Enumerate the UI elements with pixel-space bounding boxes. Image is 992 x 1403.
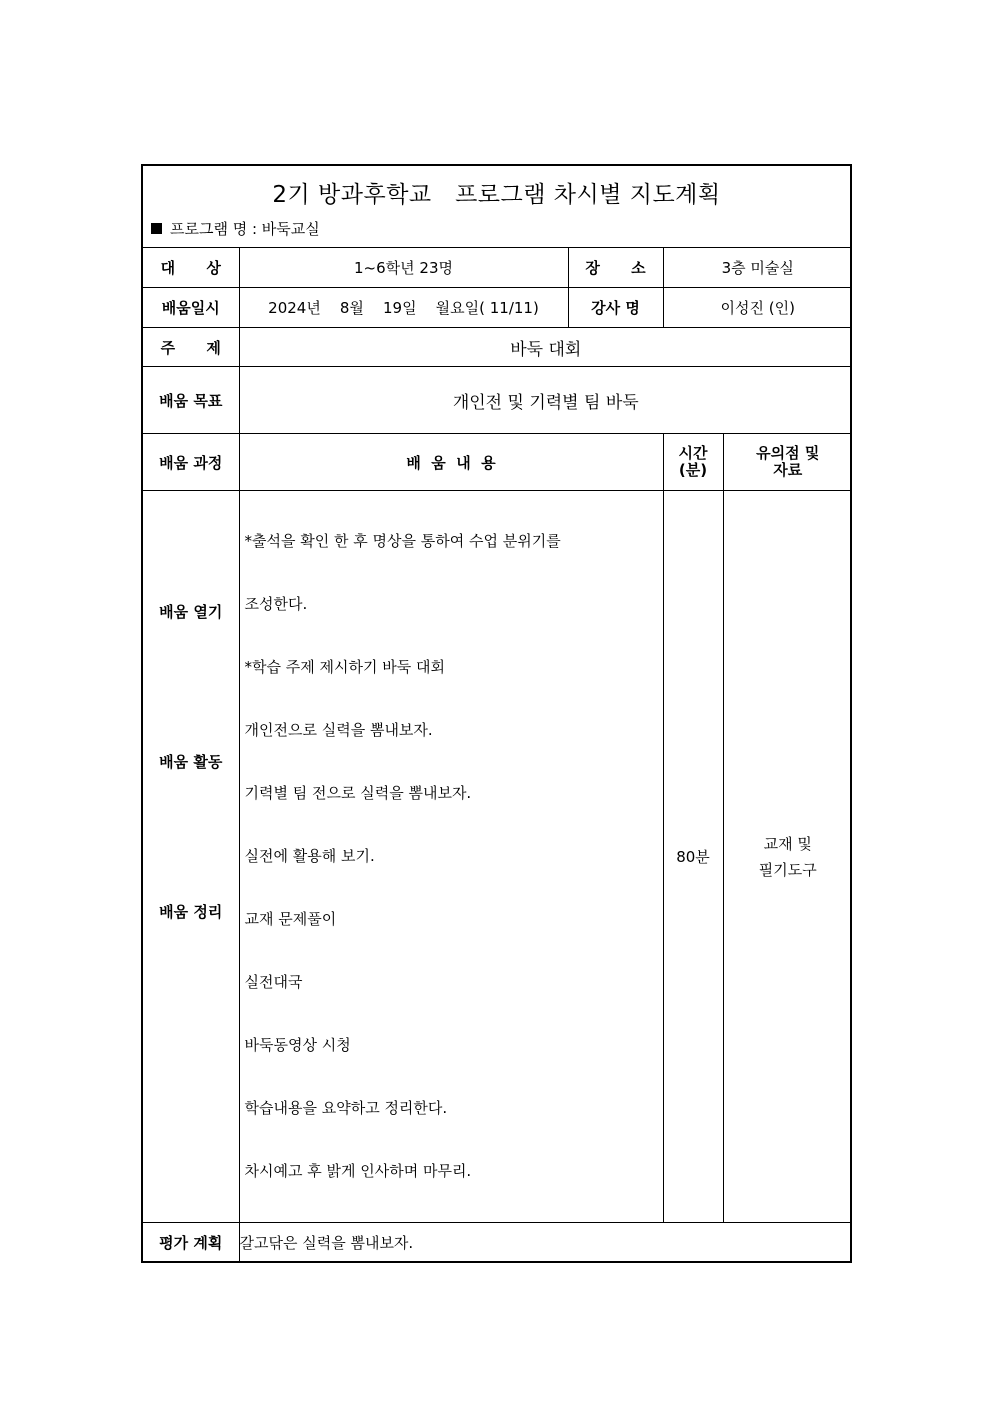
notes-header-line2: 자료 xyxy=(773,461,803,479)
content-line: 조성한다. xyxy=(244,595,308,613)
content-line: 실전에 활용해 보기. xyxy=(244,847,375,865)
black-square-icon xyxy=(151,223,162,234)
notes-header xyxy=(723,434,852,491)
date-value: 2024년 8월 19일 월요일( 11/11) xyxy=(239,288,568,328)
evaluation-label: 평가 계획 xyxy=(143,1223,239,1262)
time-header xyxy=(663,434,723,491)
program-name: 프로그램 명 : 바둑교실 xyxy=(170,220,320,238)
goal-row xyxy=(143,367,852,434)
content-header: 배 움 내 용 xyxy=(239,434,663,491)
materials-line2: 필기도구 xyxy=(758,860,817,879)
topic-value: 바둑 대회 xyxy=(239,328,852,367)
instructor-label: 강사 명 xyxy=(568,288,663,328)
place-value: 3층 미술실 xyxy=(663,248,852,288)
goal-value: 개인전 및 기력별 팀 바둑 xyxy=(239,367,852,434)
target-label: 대 상 xyxy=(143,248,239,288)
title-block xyxy=(143,166,850,248)
lesson-plan-document xyxy=(141,164,852,1263)
content-line: 개인전으로 실력을 뽐내보자. xyxy=(244,721,433,739)
lesson-plan-table xyxy=(143,248,852,1261)
time-header-line2: (분) xyxy=(678,461,708,479)
stage-item: 배움 열기 xyxy=(159,603,223,621)
target-value: 1~6학년 23명 xyxy=(239,248,568,288)
stage-header: 배움 과정 xyxy=(143,434,239,491)
evaluation-row xyxy=(143,1223,852,1262)
date-row xyxy=(143,288,852,328)
lesson-content xyxy=(239,491,663,1223)
time-header-line1: 시간 xyxy=(678,444,708,462)
stage-list xyxy=(143,491,239,1223)
notes-header-line1: 유의점 및 xyxy=(756,444,820,462)
content-line: 차시예고 후 밝게 인사하며 마무리. xyxy=(244,1162,472,1180)
stage-item: 배움 활동 xyxy=(159,753,223,771)
stage-item: 배움 정리 xyxy=(159,903,223,921)
content-line: 기력별 팀 전으로 실력을 뽐내보자. xyxy=(244,784,472,802)
content-line: 학습내용을 요약하고 정리한다. xyxy=(244,1099,448,1117)
instructor-value: 이성진 (인) xyxy=(663,288,852,328)
place-label: 장 소 xyxy=(568,248,663,288)
goal-label: 배움 목표 xyxy=(143,367,239,434)
content-line: *학습 주제 제시하기 바둑 대회 xyxy=(244,658,445,676)
topic-row xyxy=(143,328,852,367)
date-label: 배움일시 xyxy=(143,288,239,328)
process-header-row xyxy=(143,434,852,491)
program-name-line xyxy=(151,218,320,239)
materials-cell xyxy=(723,491,852,1223)
content-line: 교재 문제풀이 xyxy=(244,910,337,928)
topic-label: 주 제 xyxy=(143,328,239,367)
content-line: 실전대국 xyxy=(244,973,303,991)
time-value: 80분 xyxy=(663,491,723,1223)
process-body-row xyxy=(143,491,852,1223)
content-line: 바둑동영상 시청 xyxy=(244,1036,351,1054)
materials-line1: 교재 및 xyxy=(763,834,812,853)
document-title: 2기 방과후학교 프로그램 차시별 지도계획 xyxy=(272,182,721,208)
evaluation-value: 갈고닦은 실력을 뽐내보자. xyxy=(239,1223,852,1262)
target-row xyxy=(143,248,852,288)
content-line: *출석을 확인 한 후 명상을 통하여 수업 분위기를 xyxy=(244,532,561,550)
